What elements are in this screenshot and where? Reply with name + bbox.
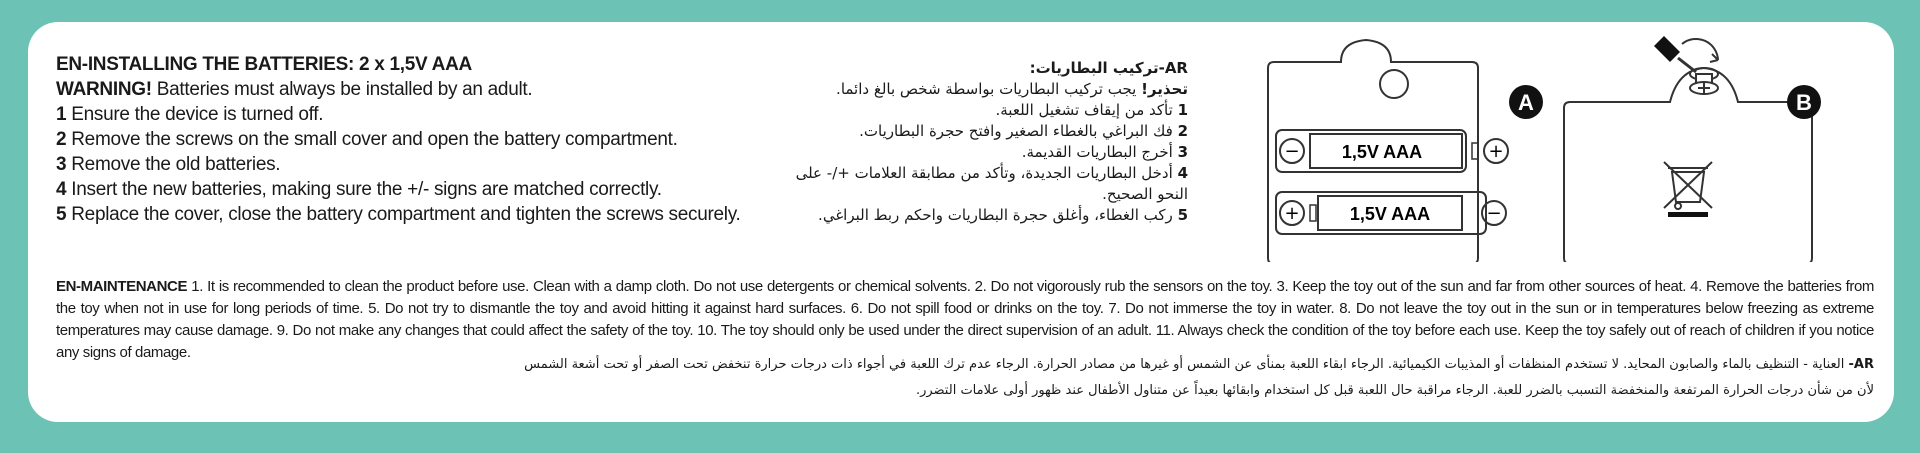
ar-step-num: 1 (1177, 101, 1188, 119)
label-b: B (1796, 90, 1812, 115)
en-step-text: Remove the screws on the small cover and open the battery compartment. (66, 129, 678, 150)
ar-maintenance-section (508, 352, 1874, 404)
ar-maintenance-text: العناية - التنظيف بالماء والصابون المحايد. لا تستخدم المنظفات أو المذيبات الكيميائية. الرجاء ابقاء اللعبة بمنأى عن الشمس أو غيرها من مصادر الحرارة. الرجاء عدم ترك اللعبة في أجواء ذات درجات حرارة تنخفض تحت الصفر أو تحت أشعة الشمس لأن من شأن درجات الحرارة المرتفعة والمنخفضة التسبب بالضرر للعبة. الرجاء مراقبة حال اللعبة قبل كل استخدام وابقائها بعيداً عن متناول الأطفال عند ظهور أولى علامات التضرر. (524, 357, 1874, 398)
battery-terminal (1310, 205, 1316, 221)
en-step-num: 5 (56, 204, 67, 225)
en-step-num: 4 (56, 179, 67, 200)
en-step-num: 3 (56, 154, 67, 175)
ar-maintenance-heading: AR- (1848, 357, 1874, 372)
battery-diagram (28, 22, 1894, 262)
en-step-num: 1 (56, 104, 67, 125)
minus-sign: − (1486, 203, 1502, 224)
en-step-num: 2 (56, 129, 67, 150)
ar-step-num: 5 (1177, 206, 1188, 224)
ar-step-text: تأكد من إيقاف تشغيل اللعبة. (995, 101, 1178, 119)
en-maintenance-text: 1. It is recommended to clean the product before use. Clean with a damp cloth. Do not use detergents or chemical solvents. 2. Do not vigorously rub the sensors on the toy. 3. Keep the toy out of the sun and far from other sources of heat. 4. Remove the batteries from the toy when not in use for long periods of time. 5. Do not try to dismantle the toy and avoid hitting it against hard surfaces. 6. Do not spill food or drinks on the toy. 7. Do not immerse the toy in water. 8. Do not leave the toy out in the sun or in temperatures below freezing as extreme temperatures may cause damage. 9. Do not make any changes that could affect the safety of the toy. 10. The toy should only be used under the direct supervision of an adult. 11. Always check the condition of the toy before each use. Keep the toy safely out of reach of children if you notice any signs of damage. (56, 278, 1874, 361)
ar-step-text: ركب الغطاء، وأغلق حجرة البطاريات واحكم ربط البراغي. (818, 206, 1178, 224)
en-install-title: EN-INSTALLING THE BATTERIES: 2 x 1,5V AAA (56, 54, 472, 75)
screwdriver-icon (1654, 36, 1718, 72)
minus-sign: − (1284, 141, 1300, 162)
ar-step-text: أخرج البطاريات القديمة. (1021, 143, 1178, 161)
instruction-card (28, 22, 1894, 422)
en-warning-label: WARNING! (56, 79, 152, 100)
ar-step-text: فك البراغي بالغطاء الصغير وافتح حجرة البطاريات. (859, 122, 1178, 140)
weee-bin-icon (1664, 162, 1712, 217)
label-a: A (1518, 90, 1534, 115)
ar-step-num: 3 (1177, 143, 1188, 161)
en-step-text: Remove the old batteries. (66, 154, 281, 175)
ar-step-num: 4 (1177, 164, 1188, 182)
en-maintenance-heading: EN-MAINTENANCE (56, 278, 188, 295)
plus-sign: + (1488, 141, 1504, 162)
ar-step-num: 2 (1177, 122, 1188, 140)
battery-label: 1,5V AAA (1341, 142, 1423, 162)
compartment-b (1564, 36, 1821, 262)
en-warning-text: Batteries must always be installed by an adult. (151, 79, 533, 100)
en-step-text: Replace the cover, close the battery compartment and tighten the screws securely. (66, 204, 741, 225)
compartment-a (1268, 40, 1543, 262)
ar-warning-label: تحذير! (1141, 80, 1188, 98)
ar-install-title: AR-تركيب البطاريات: (1029, 59, 1188, 77)
en-step-text: Ensure the device is turned off. (66, 104, 324, 125)
battery-label: 1,5V AAA (1349, 204, 1431, 224)
ar-warning-text: يجب تركيب البطاريات بواسطة شخص بالغ دائما. (836, 80, 1142, 98)
screw-hole-icon (1380, 70, 1408, 98)
en-maintenance-section (56, 276, 1874, 364)
ar-step-text: أدخل البطاريات الجديدة، وتأكد من مطابقة العلامات +/- على النحو الصحيح. (795, 164, 1188, 203)
plus-sign: + (1284, 203, 1300, 224)
en-step-text: Insert the new batteries, making sure the +/- signs are matched correctly. (66, 179, 662, 200)
